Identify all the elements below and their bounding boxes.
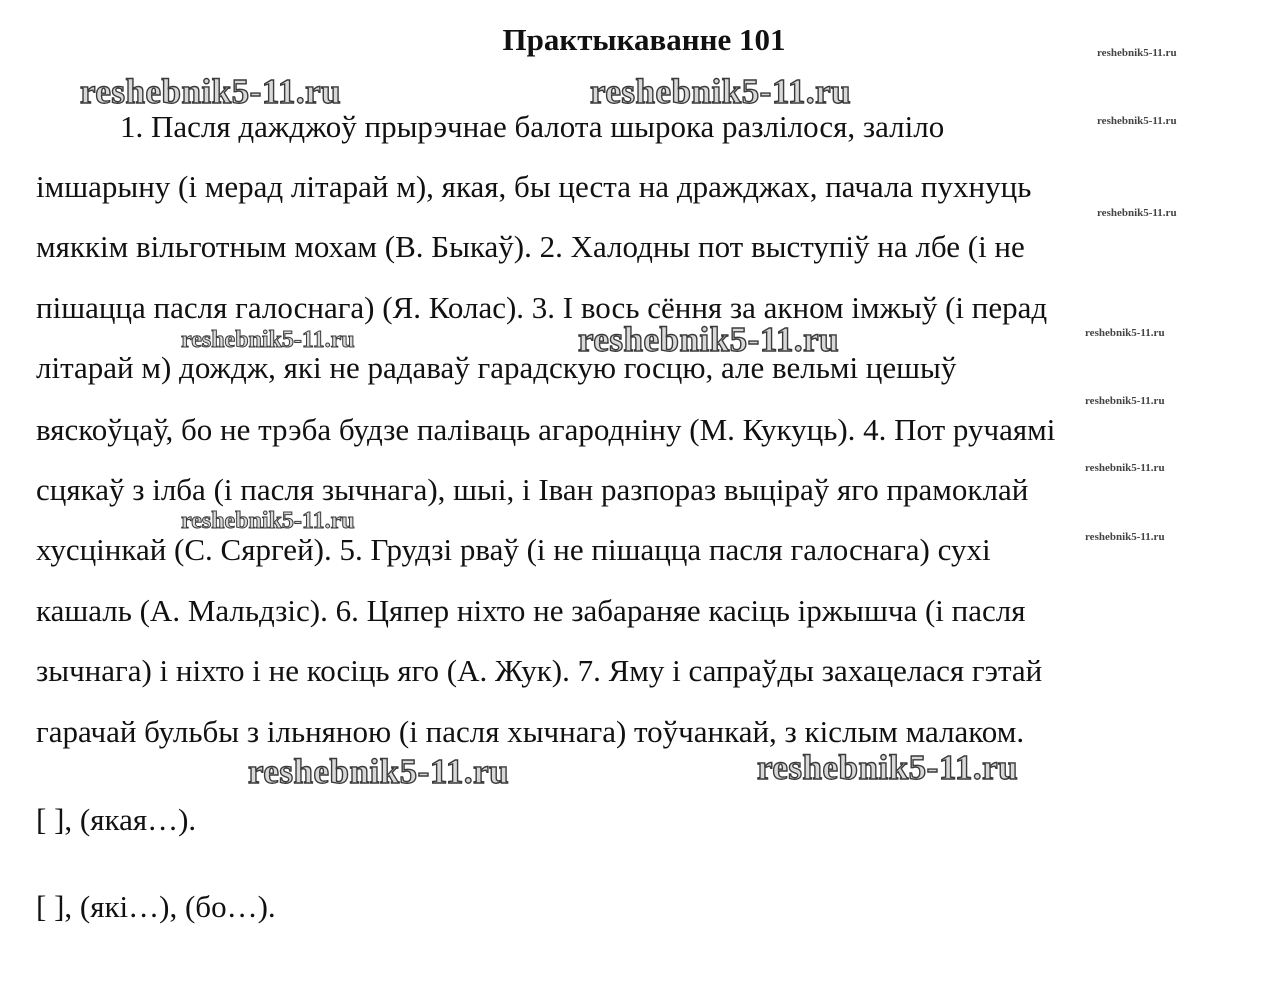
watermark: reshebnik5-11.ru (1097, 207, 1177, 219)
text-line: імшарыну (і мерад літарай м), якая, бы цеста на дражджах, пачала пухнуць (36, 169, 1032, 204)
watermark: reshebnik5-11.ru (590, 72, 852, 111)
text-line: гарачай бульбы з ільняною (і пасля хычнага) тоўчанкай, з кіслым малаком. (36, 714, 1025, 749)
watermark: reshebnik5-11.ru (80, 72, 342, 111)
watermark: reshebnik5-11.ru (248, 752, 510, 791)
text-line: 1. Пасля дажджоў прырэчнае балота шырока разлілося, заліло (120, 109, 945, 144)
text-line: мяккім вільготным мохам (В. Быкаў). 2. Халодны пот выступіў на лбе (і не (36, 229, 1025, 264)
text-line: кашаль (А. Мальдзіс). 6. Цяпер ніхто не забараняе касіць іржышча (і пасля (36, 593, 1026, 628)
text-line: зычнага) і ніхто і не косіць яго (А. Жук). 7. Яму і сапраўды захацелася гэтай (36, 653, 1043, 688)
sentence-scheme: [ ], (якая…). (36, 802, 197, 837)
watermark: reshebnik5-11.ru (1097, 115, 1177, 127)
watermark: reshebnik5-11.ru (578, 320, 840, 359)
watermark: reshebnik5-11.ru (1085, 327, 1165, 339)
watermark: reshebnik5-11.ru (1097, 47, 1177, 59)
watermark: reshebnik5-11.ru (181, 508, 355, 534)
page-title: Практыкаванне 101 (502, 22, 786, 57)
watermark: reshebnik5-11.ru (181, 327, 355, 353)
text-line: пішацца пасля галоснага) (Я. Колас). 3. І вось сёння за акном імжыў (і перад (36, 290, 1048, 325)
watermark: reshebnik5-11.ru (757, 748, 1019, 787)
watermark: reshebnik5-11.ru (1085, 462, 1165, 474)
text-line: сцякаў з ілба (і пасля зычнага), шыі, і Іван разпораз выціраў яго прамоклай (36, 472, 1029, 507)
text-line: вяскоўцаў, бо не трэба будзе паліваць агародніну (М. Кукуць). 4. Пот ручаямі (36, 412, 1056, 447)
text-line: хусцінкай (С. Сяргей). 5. Грудзі рваў (і не пішацца пасля галоснага) сухі (36, 532, 991, 567)
sentence-scheme: [ ], (які…), (бо…). (36, 889, 276, 924)
watermark: reshebnik5-11.ru (1085, 531, 1165, 543)
text-line: літарай м) дождж, які не радаваў гарадскую госцю, але вельмі цешыў (36, 350, 957, 385)
watermark: reshebnik5-11.ru (1085, 395, 1165, 407)
